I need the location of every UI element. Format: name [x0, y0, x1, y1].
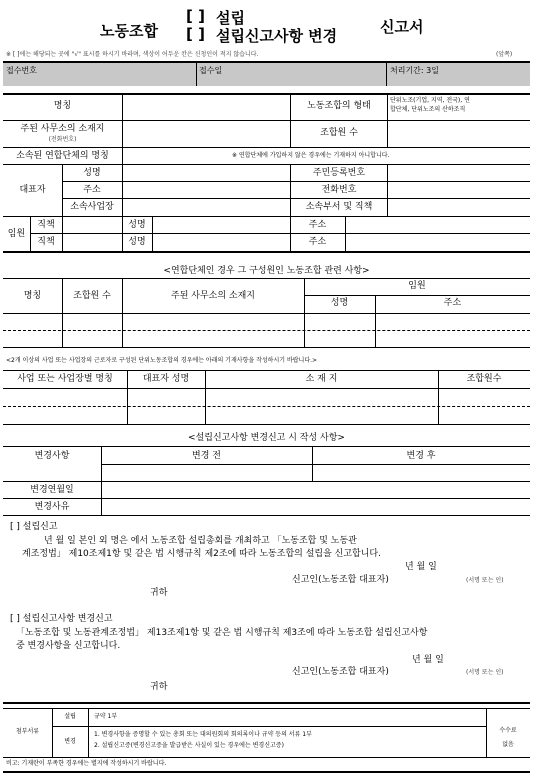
- attach-change-text-2: 2. 설립신고증(변경신고증을 발급받은 사실이 있는 경우에는 변경신고증): [94, 742, 284, 749]
- title-check-2[interactable]: [ ]: [186, 25, 205, 43]
- footer-note: 비고: 기재란이 부족한 경우에는 별지에 작성하시기 바랍니다.: [6, 760, 167, 767]
- change-item-label: 변경사항: [34, 451, 70, 461]
- rep-workplace-label: 소속사업장: [70, 202, 114, 212]
- officer-1-address-label: 주소: [308, 220, 327, 230]
- receipt-number-label: 접수번호: [6, 66, 37, 75]
- establish-to: 귀하: [150, 588, 168, 598]
- rep-address-label: 주소: [83, 185, 101, 195]
- title-line-1: 설립: [216, 9, 245, 27]
- form-title: [0, 8, 535, 44]
- change-report-line-1: 「노동조합 및 노동관계조정법」 제13조제1항 및 같은 법 시행규칙 제3조에 따라 노동조합 설립신고사항: [16, 628, 428, 638]
- title-suffix: 신고서: [380, 18, 424, 36]
- fed-col-officer-name: 성명: [330, 298, 349, 308]
- rep-name-label: 성명: [83, 168, 101, 178]
- processing-period-label: 처리기간: 3일: [390, 66, 439, 75]
- establish-title[interactable]: [ ] 설립신고: [10, 522, 58, 532]
- title-check-1[interactable]: [ ]: [186, 7, 205, 25]
- receipt-row: [3, 61, 530, 86]
- union-address-label: 주된 사무소의 소재지: [20, 124, 105, 134]
- rep-dept-label: 소속부서 및 직책: [305, 202, 373, 212]
- change-after-label: 변경 후: [406, 451, 436, 461]
- fed-col-officer: 임원: [408, 281, 426, 291]
- multi-col-location: 소 재 지: [305, 374, 338, 384]
- change-date-label: 변경연월일: [30, 485, 74, 495]
- establish-sign: (서명 또는 인): [466, 577, 504, 584]
- fee-value: 없음: [502, 741, 514, 748]
- fed-col-name: 명칭: [23, 291, 42, 301]
- union-phone-label: (전화번호): [48, 136, 77, 143]
- multi-col-rep: 대표자 성명: [142, 374, 190, 384]
- attachments-label: 첨부서류: [15, 728, 40, 735]
- change-report-to: 귀하: [150, 682, 168, 692]
- union-name-label: 명칭: [53, 101, 72, 111]
- attach-establish-text: 규약 1부: [94, 713, 118, 720]
- establish-date: 년 월 일: [405, 562, 437, 572]
- multi-col-workplace: 사업 또는 사업장별 명칭: [17, 374, 113, 384]
- change-section-heading: <설립신고사항 변경신고 시 작성 사항>: [188, 433, 345, 443]
- fee-label: 수수료: [499, 727, 517, 734]
- officer-2-position-label: 직책: [37, 237, 55, 247]
- change-report-title[interactable]: [ ] 설립신고사항 변경신고: [10, 614, 113, 624]
- change-reason-label: 변경사유: [34, 502, 70, 512]
- union-members-label: 조합원 수: [320, 128, 358, 138]
- officer-1-name-label: 성명: [128, 220, 146, 230]
- union-form-options: 단위노조(기업, 지역, 전국), 연: [390, 97, 470, 104]
- officer-2-address-label: 주소: [308, 237, 327, 247]
- union-form-label: 노동조합의 형태: [307, 101, 371, 111]
- establish-line-1: 년 월 일 본인 외 명은 에서 노동조합 설립총회를 개최하고 「노동조합 및 노동관: [44, 536, 357, 546]
- multi-section-heading: <2개 이상의 사업 또는 사업장의 근로자로 구성된 단위노동조합의 경우에는 아래의 기재사항을 작성하시기 바랍니다.>: [6, 357, 318, 364]
- title-prefix: 노동조합: [100, 22, 158, 40]
- instruction-text: ※ [ ]에는 해당되는 곳에 "√" 표시를 하시기 바라며, 색상이 어두운 칸은 신청인이 적지 않습니다.: [6, 51, 259, 58]
- union-members-field[interactable]: [388, 121, 529, 146]
- federation-note: ※ 연합단체에 가입하지 않은 경우에는 기재하지 아니합니다.: [232, 152, 390, 159]
- page-side-label: (앞쪽): [496, 51, 513, 58]
- attach-change-label: 변경: [64, 738, 76, 745]
- change-report-applicant: 신고인(노동조합 대표자): [292, 667, 389, 677]
- receipt-date-label: 접수일: [199, 66, 223, 75]
- fed-col-officer-address: 주소: [443, 298, 462, 308]
- rep-phone-label: 전화번호: [321, 185, 357, 195]
- attach-change-text-1: 1. 변경사항을 증명할 수 있는 총회 또는 대의원회의 회의록이나 규약 등의 서류 1부: [94, 731, 312, 738]
- change-before-label: 변경 전: [192, 451, 221, 461]
- union-address-field[interactable]: [123, 121, 289, 146]
- federation-section-heading: <연합단체인 경우 그 구성원인 노동조합 관련 사항>: [163, 266, 370, 276]
- rep-id-label: 주민등록번호: [312, 168, 366, 178]
- officer-1-position-label: 직책: [37, 220, 55, 230]
- establish-line-2: 계조정법」 제10조제1항 및 같은 법 시행규칙 제2조에 따라 노동조합의 설립을 신고합니다.: [22, 549, 381, 559]
- multi-col-members: 조합원수: [466, 374, 502, 384]
- establish-applicant: 신고인(노동조합 대표자): [292, 575, 389, 585]
- fed-col-address: 주된 사무소의 소재지: [171, 291, 255, 301]
- representative-label: 대표자: [19, 185, 46, 195]
- change-report-date: 년 월 일: [412, 655, 444, 665]
- attach-establish-label: 설립: [64, 713, 76, 720]
- title-line-2: 설립신고사항 변경: [216, 27, 338, 45]
- change-report-line-2: 중 변경사항을 신고합니다.: [16, 641, 121, 651]
- officers-label: 임원: [7, 229, 26, 239]
- union-form-options-2: 합단체, 단위노조의 산하조직: [390, 106, 466, 113]
- change-report-sign: (서명 또는 인): [466, 669, 504, 676]
- fed-col-members: 조합원 수: [73, 291, 111, 301]
- union-name-field[interactable]: [123, 95, 289, 119]
- officer-2-name-label: 성명: [128, 237, 146, 247]
- federation-name-label: 소속된 연합단체의 명칭: [16, 151, 109, 161]
